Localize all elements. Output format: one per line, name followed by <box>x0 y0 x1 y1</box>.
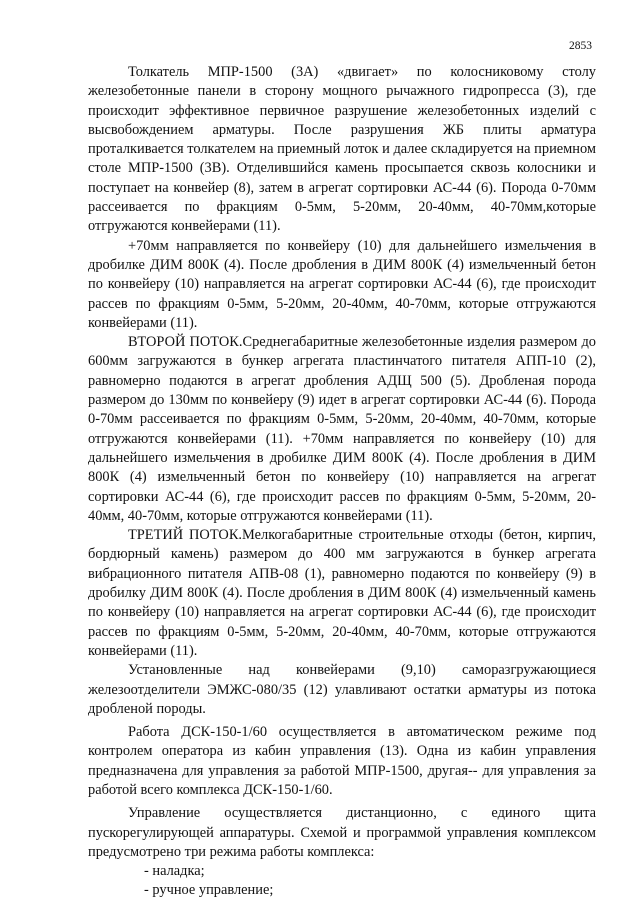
list-item: - наладка; <box>88 862 596 881</box>
paragraph-iron-separators: Установленные над конвейерами (9,10) саморазгружающиеся железоотделители ЭМЖС-080/35 (12) улавливают остатки арматуры из потока дробленой породы. <box>88 662 596 717</box>
list-item: - ручное управление; <box>88 881 596 900</box>
modes-list <box>88 862 596 901</box>
page-number: 2853 <box>569 40 592 52</box>
paragraph-second-stream: ВТОРОЙ ПОТОК.Среднегабаритные железобетонные изделия размером до 600мм загружаются в бункер агрегата пластинчатого питателя АПП-10 (2), равномерно подаются в агрегат дробления АДЩ 500 (5). Дробленая порода размером до 130мм по конвейеру (9) идет в агрегат сортировки АС-44 (6). Порода 0-70мм рассеивается по фракциям 0-5мм, 5-20мм, 20-40мм, 40-70мм, которые отгружаются конвейерами (11). +70мм направляется по конвейеру (10) для дальнейшего измельчения в дробилке ДИМ 800К (4). После дробления в ДИМ 800К (4) измельченный бетон по конвейеру (10) направляется на агрегат сортировки АС-44 (6), где происходит рассев по фракциям 0-5мм, 5-20мм, 20-40мм, 40-70мм, которые отгружаются конвейерами (11). <box>88 334 596 524</box>
paragraph-third-stream: ТРЕТИЙ ПОТОК.Мелкогабаритные строительные отходы (бетон, кирпич, бордюрный камень) размером до 400 мм загружаются в бункер агрегата вибрационного питателя АПВ-08 (1), равномерно подаются по конвейеру (9) в дробилку ДИМ 800К (4). После дробления в ДИМ 800К (4) измельченный камень по конвейеру (10) направляется на агрегат сортировки АС-44 (6), где происходит рассев по фракциям 0-5мм, 5-20мм, 20-40мм, 40-70мм, которые отгружаются конвейерами (11). <box>88 527 596 659</box>
paragraph-control-modes: Управление осуществляется дистанционно, с единого щита пускорегулирующей аппаратуры. Схемой и программой управления комплексом предусмотрено три режима работы комплекса: <box>88 805 596 860</box>
paragraph-oversize-fraction: +70мм направляется по конвейеру (10) для дальнейшего измельчения в дробилке ДИМ 800К (4). После дробления в ДИМ 800К (4) измельченный бетон по конвейеру (10) направляется на агрегат сортировки АС-44 (6), где происходит рассев по фракциям 0-5мм, 5-20мм, 20-40мм, 40-70мм, которые отгружаются конвейерами (11). <box>88 237 596 331</box>
paragraph-operation-control: Работа ДСК-150-1/60 осуществляется в автоматическом режиме под контролем оператора из кабин управления (13). Одна из кабин управления предназначена для управления за работой МПР-1500, другая-- для управления за работой всего комплекса ДСК-150-1/60. <box>88 724 596 798</box>
body-text <box>88 63 596 901</box>
paragraph-first-stream: Толкатель МПР-1500 (3А) «двигает» по колосниковому столу железобетонные панели в сторону мощного рычажного гидропресса (3), где происходит эффективное первичное разрушение железобетонных изделий с высвобождением арматуры. После разрушения ЖБ плиты арматура проталкивается толкателем на приемный лоток и далее складируется на приемном столе МПР-1500 (3В). Отделившийся камень просыпается сквозь колосники и поступает на конвейер (8), затем в агрегат сортировки АС-44 (6). Порода 0-70мм рассеивается по фракциям 0-5мм, 5-20мм, 20-40мм, 40-70мм,которые отгружаются конвейерами (11). <box>88 64 596 235</box>
